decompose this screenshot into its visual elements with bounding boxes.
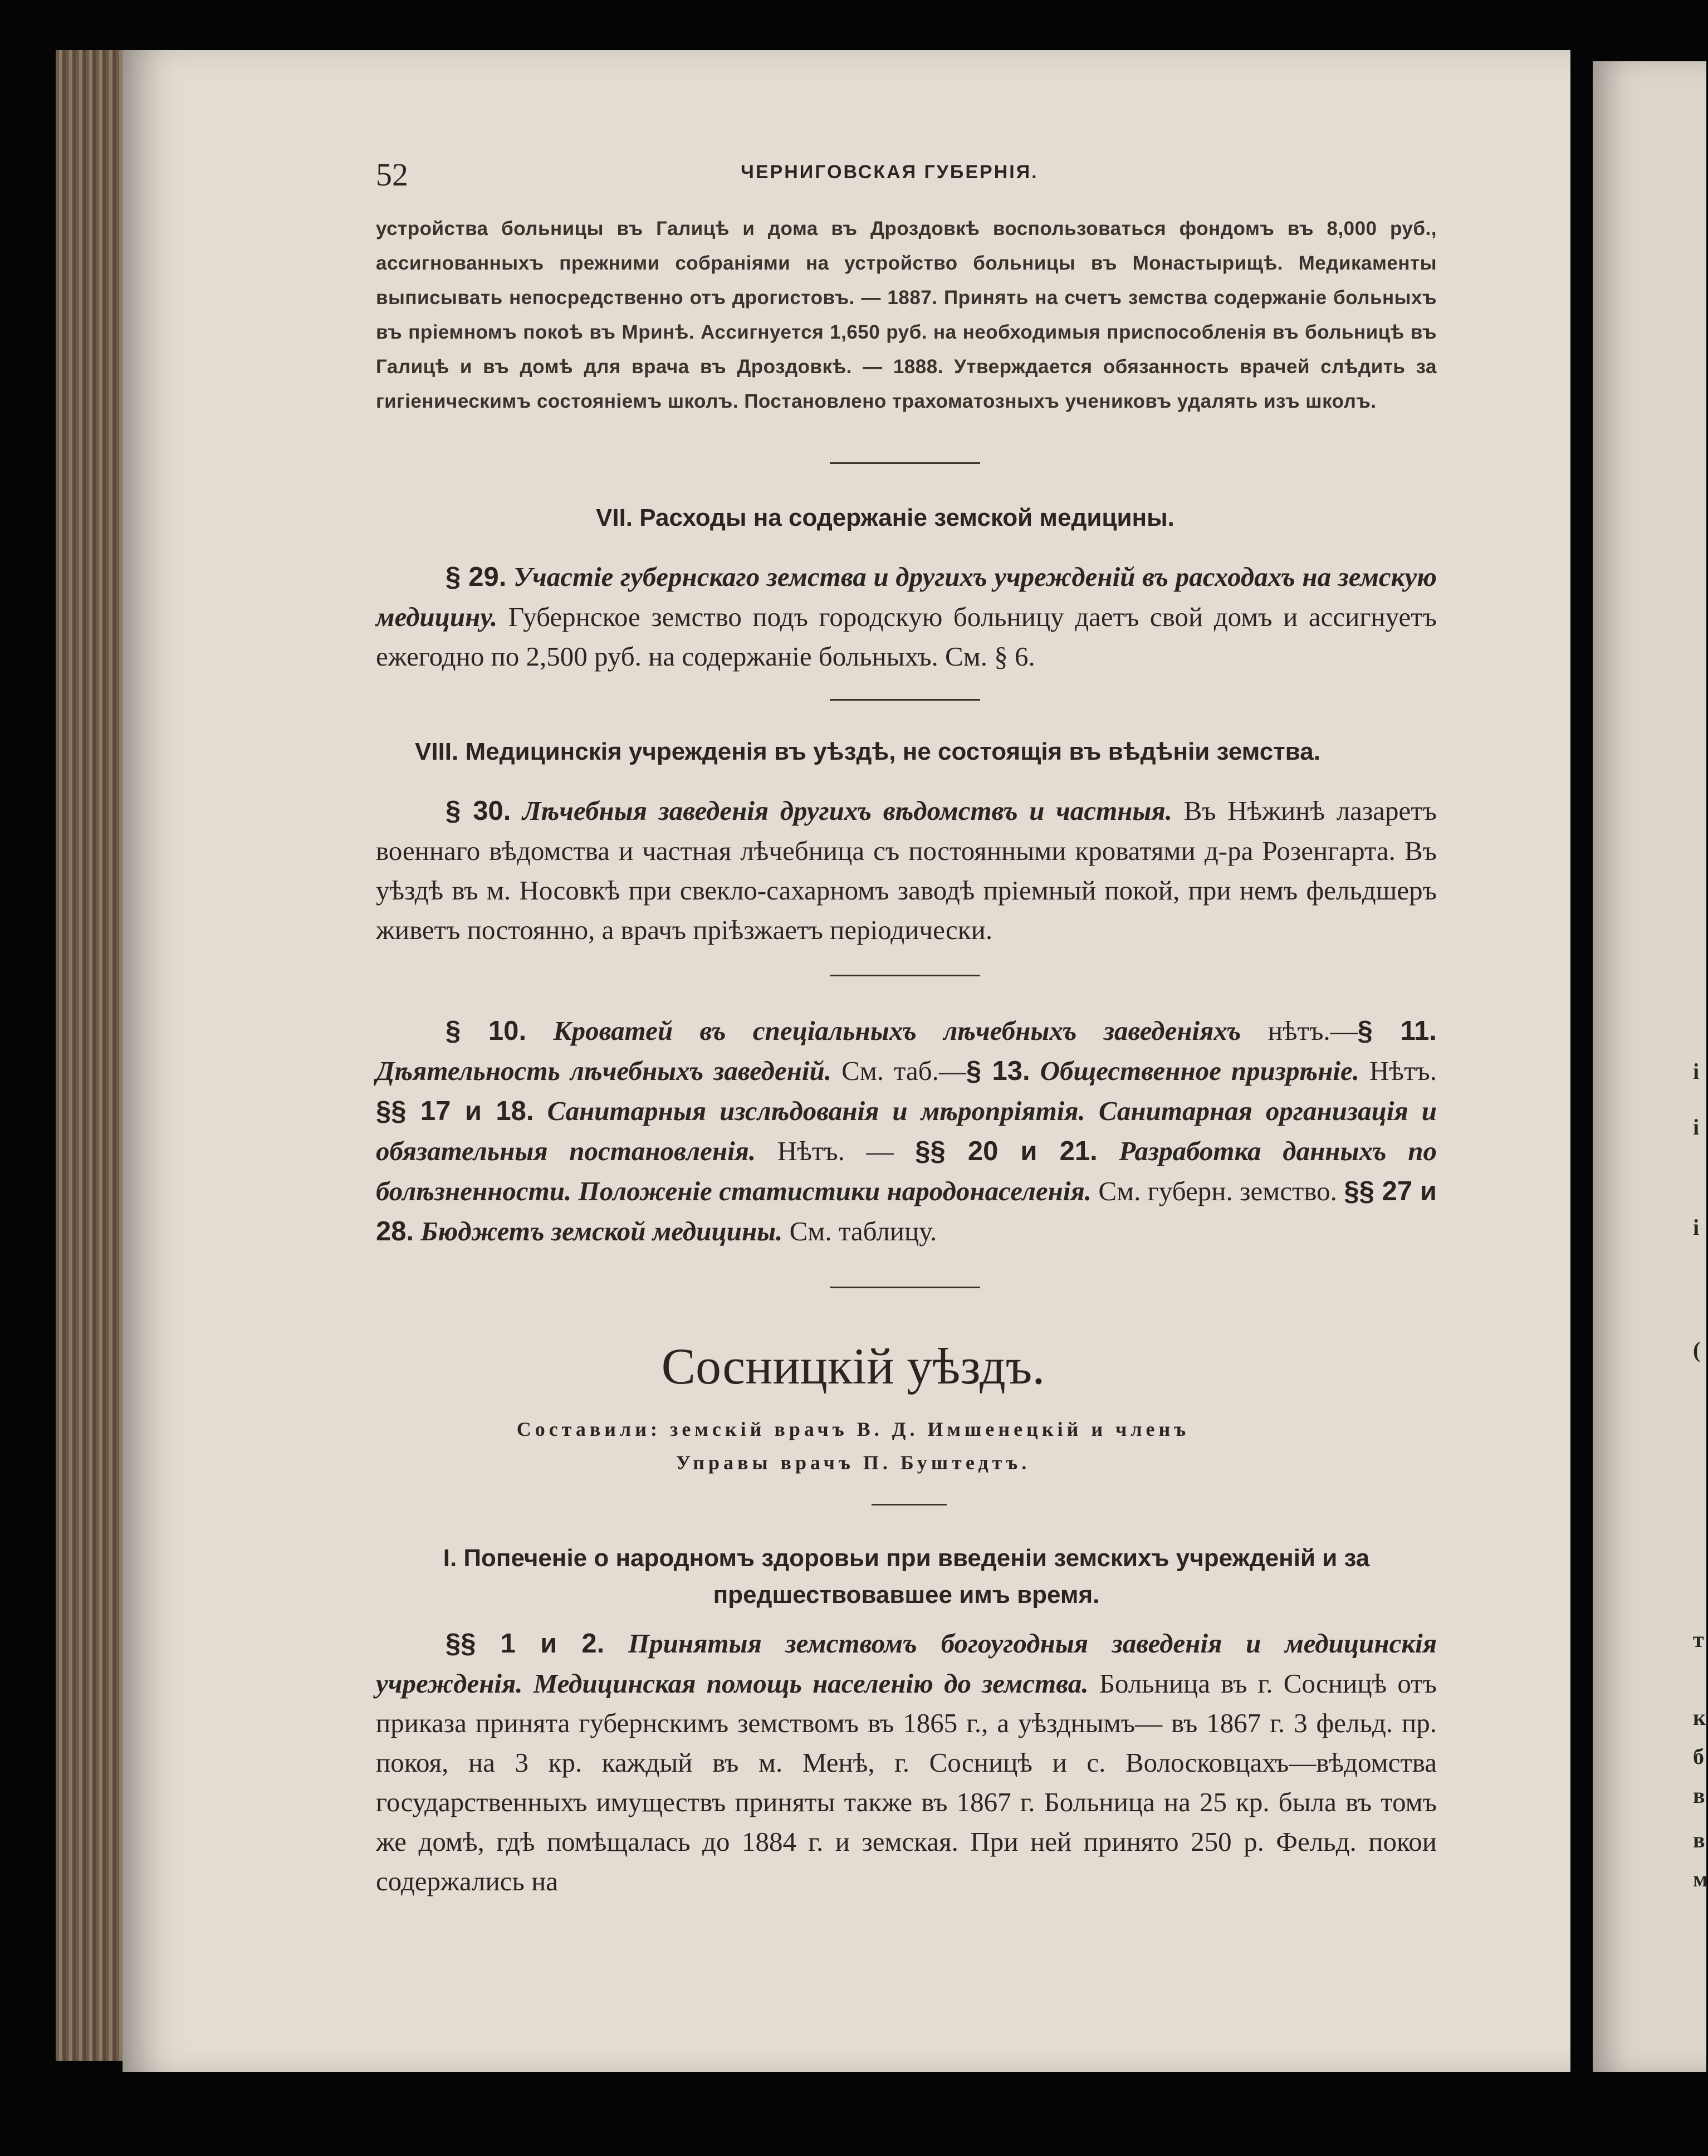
paragraph-title: Дѣятельность лѣчебныхъ заведеній. xyxy=(376,1055,832,1086)
paragraph-title: Общественное призрѣніе. xyxy=(1040,1055,1360,1086)
paragraph-title: Кроватей въ спеціальныхъ лѣчебныхъ заведеніяхъ xyxy=(553,1015,1241,1046)
section-vii-heading: VII. Расходы на содержаніе земской медицины. xyxy=(596,504,1174,531)
intro-paragraph: устройства больницы въ Галицѣ и дома въ Дроздовкѣ воспользоваться фондомъ въ 8,000 руб., ассигнованныхъ прежними собраніями на устройство больницы въ Монастырищѣ. Медикаменты выписывать непосредственно отъ дрогистовъ. — 1887. Принять на счетъ земства содержаніе больныхъ въ пріемномъ покоѣ въ Мринѣ. Ассигнуется 1,650 руб. на необходимыя приспособленія въ больницѣ въ Галицѣ и въ домѣ для врача въ Дроздовкѣ. — 1888. Утверждается обязанность врачей слѣдить за гигіеническимъ состояніемъ школъ. Постановлено трахоматозныхъ учениковъ удалять изъ школъ. xyxy=(376,218,1437,412)
facing-page-letter: т xyxy=(1693,1627,1704,1652)
divider-rule xyxy=(830,462,980,464)
paragraph-text: Въ Нѣжинѣ лазаретъ военнаго вѣдомства и частная лѣчебница съ постоянными кроватями д-ра Розенгарта. Въ уѣздѣ въ м. Носовкѣ при свекло-сахарномъ заводѣ пріемный покой, при немъ фельдшеръ живетъ постоянно, а врачъ пріѣзжаетъ періодически. xyxy=(376,795,1437,945)
divider-rule xyxy=(830,699,980,701)
facing-page-letter: ( xyxy=(1693,1337,1701,1362)
section-i-heading: I. Попеченіе о народномъ здоровьи при введеніи земскихъ учрежденій и за предшествовавшее имъ время. xyxy=(443,1544,1370,1609)
compilers-line-1: Составили: земскій врачъ В. Д. Имшенецкій и членъ xyxy=(516,1418,1190,1440)
paragraph-text: Больница въ г. Сосницѣ отъ приказа принята губернскимъ земствомъ въ 1865 г., а уѣзднымъ— въ 1867 г. 3 фельд. пр. покоя, на 3 кр. каждый въ м. Менѣ, г. Сосницѣ и с. Волосковцахъ—вѣдомства государственныхъ имуществъ приняты также въ 1867 г. Больница на 25 кр. была въ томъ же домѣ, гдѣ помѣщалась до 1884 г. и земская. При ней принято 250 р. Фельд. покои содержались на xyxy=(376,1668,1437,1896)
summary-paragraph xyxy=(376,1011,1437,1251)
paragraph-text: Нѣтъ. — xyxy=(777,1136,894,1166)
paragraph-title: Лѣчебныя заведенія другихъ вѣдомствъ и частныя. xyxy=(522,795,1172,826)
paragraph-number: §§ 27 и 28. xyxy=(376,1176,1437,1246)
county-title: Сосницкій уѣздъ. xyxy=(661,1338,1045,1395)
divider-rule xyxy=(872,1504,947,1505)
book-page-edges xyxy=(56,50,123,2061)
facing-page-letter: і xyxy=(1693,1059,1700,1084)
paragraph-number: §§ 1 и 2. xyxy=(446,1629,605,1659)
facing-page-letter: в xyxy=(1693,1827,1705,1852)
paragraph-number: §§ 20 и 21. xyxy=(915,1136,1098,1166)
divider-rule xyxy=(830,975,980,976)
paragraph-title: Санитарныя изслѣдованія и мѣропріятія. Санитарная организація и обязательныя постановленія. xyxy=(376,1096,1437,1166)
page-number: 52 xyxy=(376,157,408,193)
paragraph-text: См. таблицу. xyxy=(789,1216,937,1246)
paragraph-title: Разработка данныхъ по болѣзненности. Положеніе статистики народонаселенія. xyxy=(376,1136,1437,1206)
running-title: ЧЕРНИГОВСКАЯ ГУБЕРНІЯ. xyxy=(741,162,1039,183)
section-viii-heading: VIII. Медицинскія учрежденія въ уѣздѣ, не состоящія въ вѣдѣніи земства. xyxy=(415,738,1320,765)
section-viii-paragraph xyxy=(376,791,1437,950)
divider-rule xyxy=(830,1287,980,1288)
paragraph-text: Губернское земство подъ городскую больницу даетъ свой домъ и ассигнуетъ ежегодно по 2,500 руб. на содержаніе больныхъ. См. § 6. xyxy=(376,602,1437,672)
facing-page-letter: к xyxy=(1693,1705,1706,1730)
paragraph-number: § 13. xyxy=(966,1056,1030,1086)
paragraph-title: Бюджетъ земской медицины. xyxy=(420,1216,783,1246)
paragraph-number: § 30. xyxy=(446,796,511,826)
paragraph-number: § 29. xyxy=(446,562,507,592)
paragraph-number: § 10. xyxy=(446,1016,527,1046)
paragraph-number: §§ 17 и 18. xyxy=(376,1096,534,1126)
compilers-line-2: Управы врачъ П. Буштедтъ. xyxy=(676,1451,1031,1474)
paragraph-title: Принятыя земствомъ богоугодныя заведенія и медицинскія учрежденія. Медицинская помощь населенію до земства. xyxy=(376,1628,1437,1699)
facing-page-letter: і xyxy=(1693,1114,1700,1140)
facing-page-letter: б xyxy=(1693,1744,1704,1769)
paragraph-text: нѣтъ.— xyxy=(1267,1015,1358,1046)
section-vii-paragraph xyxy=(376,557,1437,676)
section-i-paragraph xyxy=(376,1624,1437,1901)
facing-page-letter: і xyxy=(1693,1215,1700,1240)
facing-page-letter: в xyxy=(1693,1783,1705,1808)
facing-page-edge xyxy=(1593,61,1706,2072)
paragraph-number: § 11. xyxy=(1357,1016,1437,1046)
paragraph-title: Участіе губернскаго земства и другихъ учрежденій въ расходахъ на земскую медицину. xyxy=(376,561,1437,632)
facing-page-letter: м xyxy=(1693,1866,1708,1891)
paragraph-text: Нѣтъ. xyxy=(1369,1055,1437,1086)
paragraph-text: См. таб.— xyxy=(841,1055,966,1086)
paragraph-text: См. губерн. земство. xyxy=(1098,1176,1337,1206)
